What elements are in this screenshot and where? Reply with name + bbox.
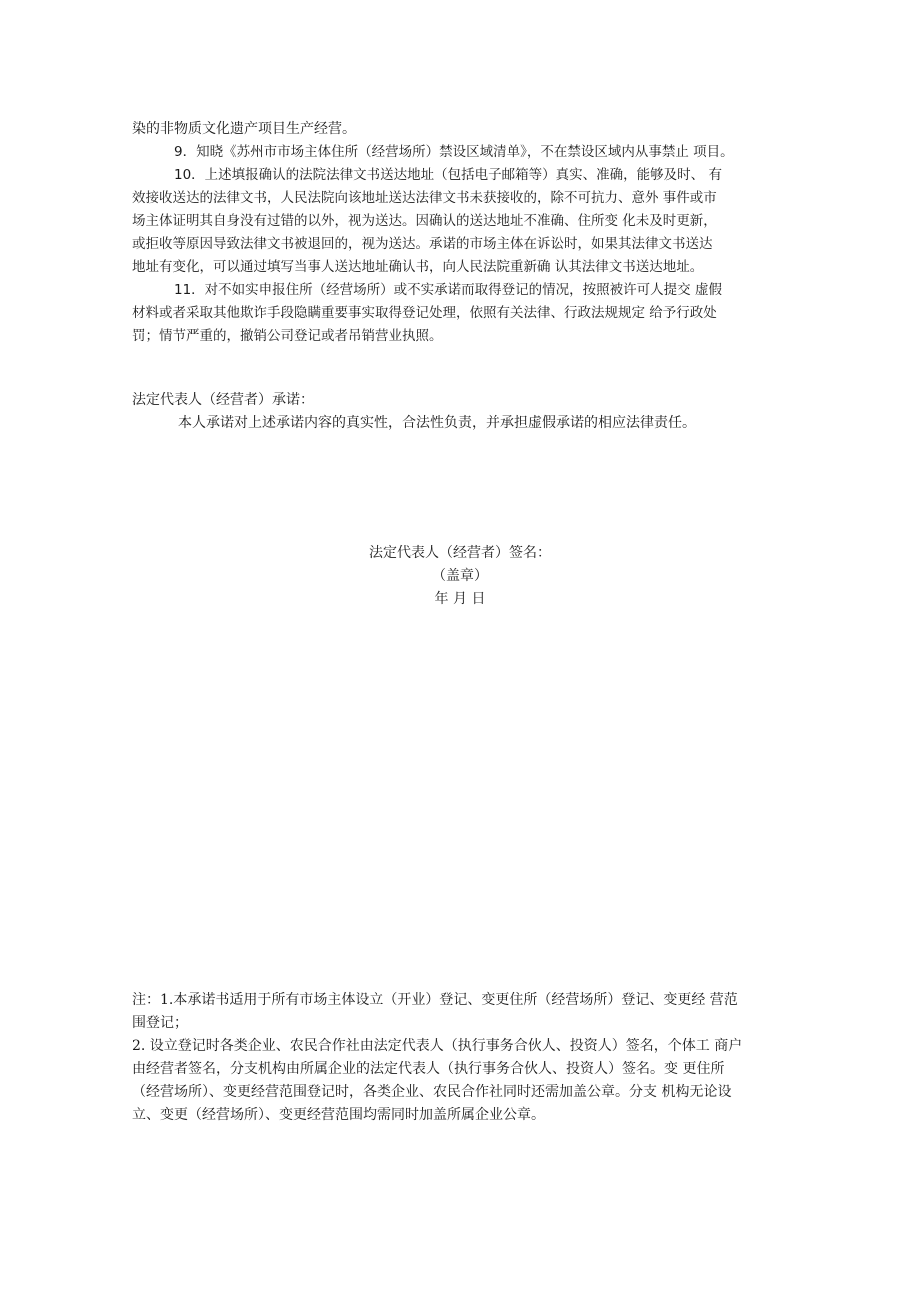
note-line: 由经营者签名，分支机构由所属企业的法定代表人（执行事务合伙人、投资人）签名。变 更住所 (132, 1061, 725, 1077)
note-line: 围登记； (132, 1015, 188, 1031)
commitment-clauses (132, 118, 807, 348)
promise-body: 本人承诺对上述承诺内容的真实性，合法性负责，并承担虚假承诺的相应法律责任。 (178, 415, 696, 431)
note-line: 立、变更（经营场所）、变更经营范围均需同时加盖所属企业公章。 (132, 1107, 545, 1123)
signature-label: 法定代表人（经营者）签名： (369, 545, 551, 561)
clause-line: 场主体证明其自身没有过错的以外，视为送达。因确认的送达地址不准确、住所变 化未及时更新， (132, 213, 717, 229)
clause-line: 地址有变化，可以通过填写当事人送达地址确认书，向人民法院重新确 认其法律文书送达地址。 (132, 259, 704, 275)
clause-10: 10．上述填报确认的法院法律文书送达地址（包括电子邮箱等）真实、准确，能够及时、 有 (174, 167, 722, 183)
date-label: 年 月 日 (434, 591, 486, 607)
clause-line: 染的非物质文化遗产项目生产经营。 (132, 121, 356, 137)
promise-heading: 法定代表人（经营者）承诺： (132, 392, 314, 408)
note-line: 2. 设立登记时各类企业、农民合作社由法定代表人（执行事务合伙人、投资人）签名，个体工 商户 (132, 1038, 743, 1054)
clause-line: 效接收送达的法律文书，人民法院向该地址送达法律文书未获接收的，除不可抗力、意外 事件或市 (132, 190, 717, 206)
notes-section (132, 989, 807, 1127)
seal-label: （盖章） (432, 568, 488, 584)
clause-11: 11．对不如实申报住所（经营场所）或不实承诺而取得登记的情况，按照被许可人提交 虚假 (174, 282, 722, 298)
clause-line: 或拒收等原因导致法律文书被退回的，视为送达。承诺的市场主体在诉讼时，如果其法律文书送达 (132, 236, 713, 252)
clause-9: 9．知晓《苏州市市场主体住所（经营场所）禁设区域清单》，不在禁设区域内从事禁止 项目。 (174, 144, 734, 160)
note-line: （经营场所）、变更经营范围登记时，各类企业、农民合作社同时还需加盖公章。分支 机构无论设 (132, 1084, 732, 1100)
note-line: 注：1.本承诺书适用于所有市场主体设立（开业）登记、变更住所（经营场所）登记、变更经 营范 (132, 992, 738, 1008)
signature-block (0, 542, 920, 611)
representative-promise (132, 389, 807, 435)
clause-line: 材料或者采取其他欺诈手段隐瞒重要事实取得登记处理，依照有关法律、行政法规规定 给予行政处 (132, 305, 717, 321)
clause-line: 罚；情节严重的，撤销公司登记或者吊销营业执照。 (132, 328, 443, 344)
